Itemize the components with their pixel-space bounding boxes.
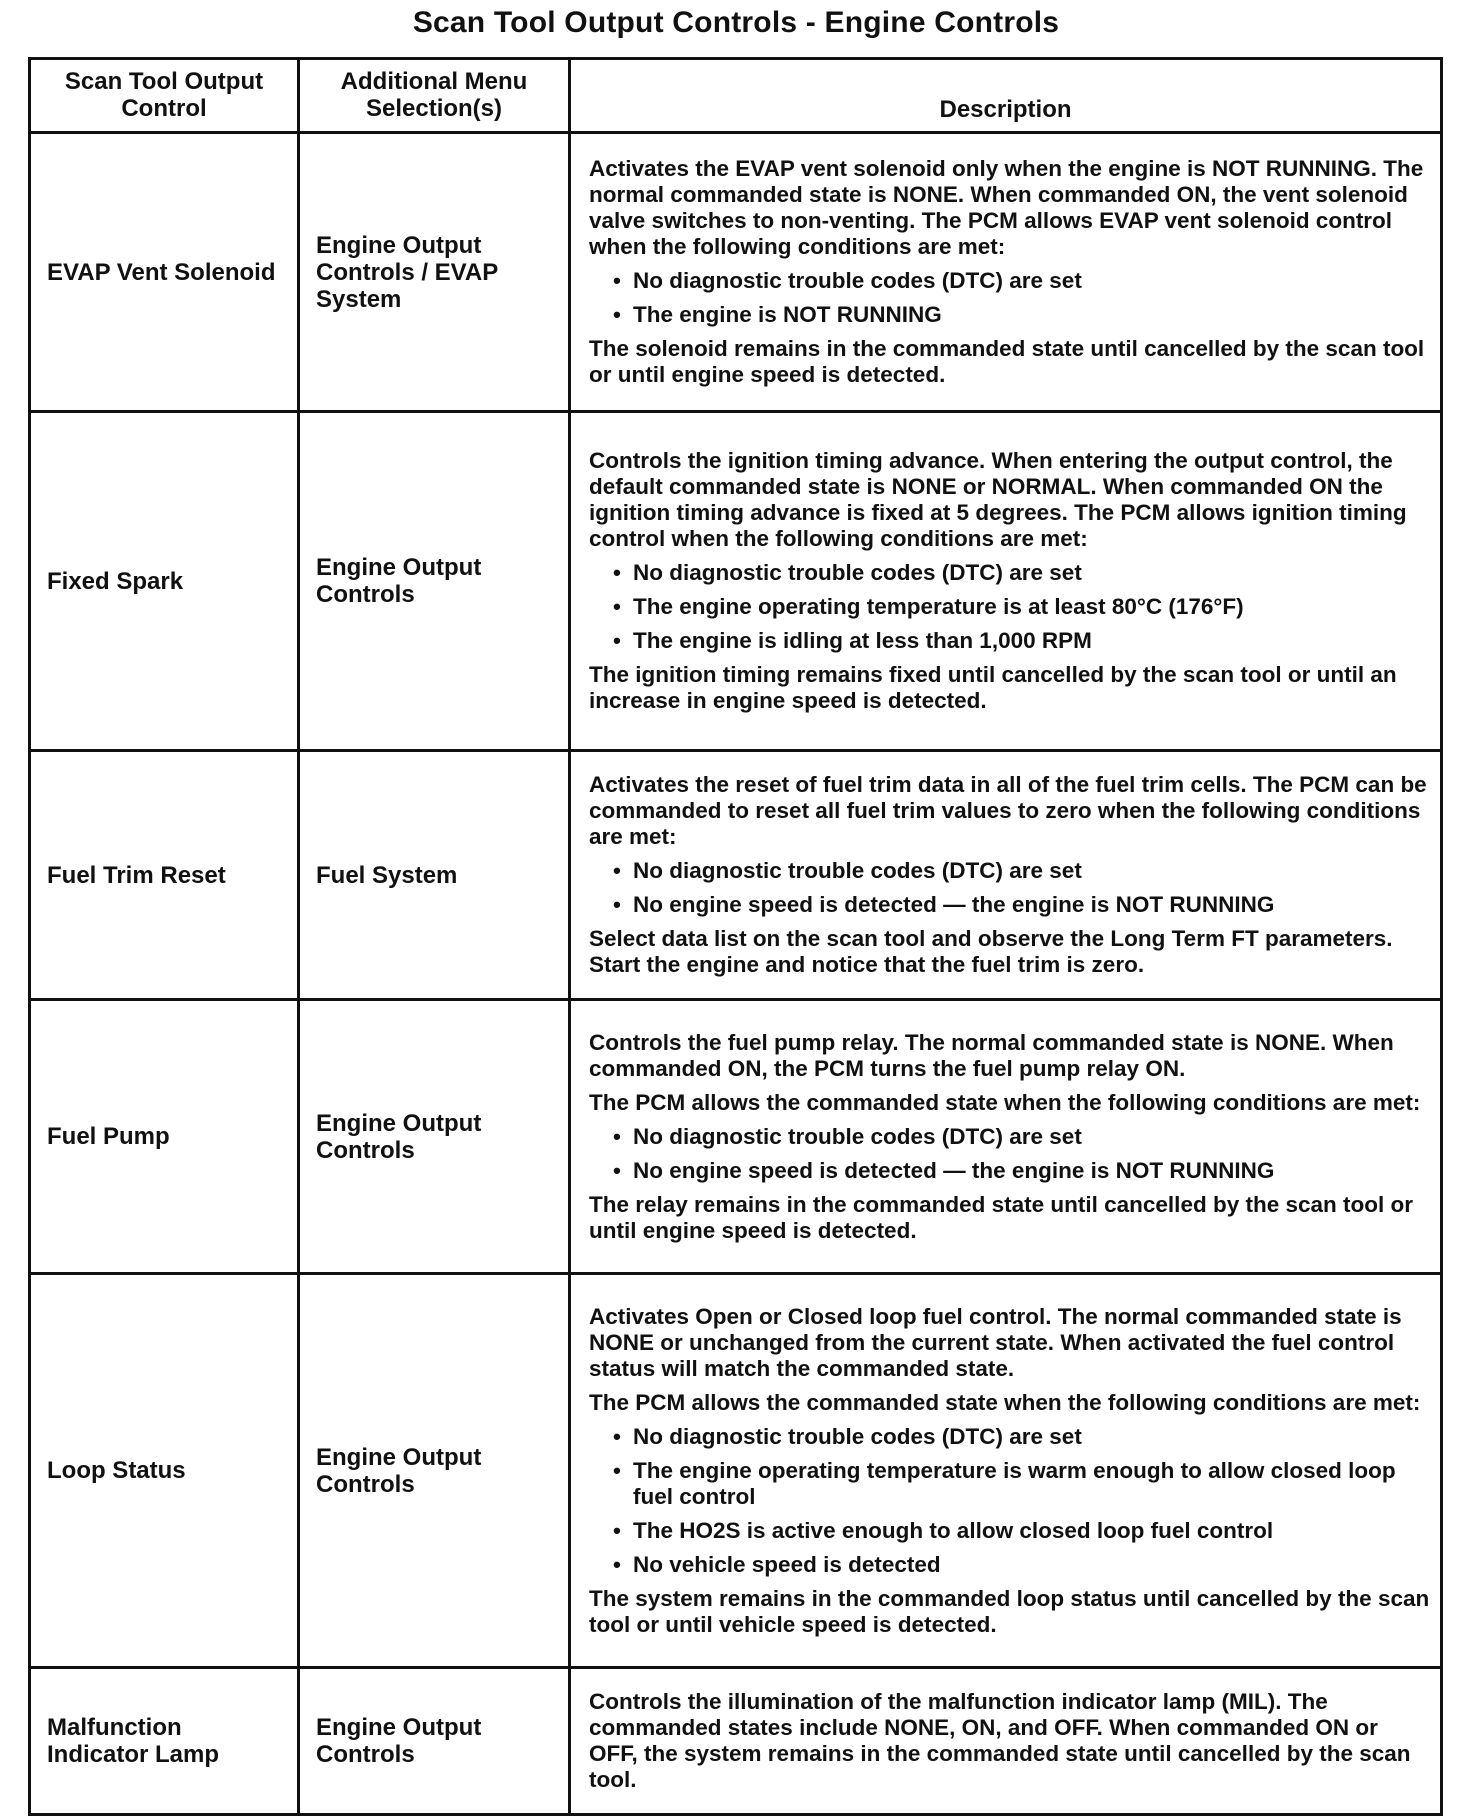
output-control-name: Fixed Spark (30, 412, 299, 751)
description-intro-2: The PCM allows the commanded state when the following conditions are met: (589, 1389, 1421, 1415)
description-outro: Select data list on the scan tool and observe the Long Term FT parameters. Start the engine and notice that the fuel trim is zero. (589, 926, 1393, 977)
condition-list (589, 268, 1430, 328)
output-control-name: Loop Status (30, 1274, 299, 1668)
condition-list (589, 1424, 1430, 1578)
condition-list (589, 1124, 1430, 1184)
condition-item: • No diagnostic trouble codes (DTC) are set (613, 560, 1430, 586)
description-cell (570, 751, 1442, 1000)
table-row (30, 412, 1442, 751)
output-controls-table (28, 57, 1443, 1816)
header-menu-selections: Additional Menu Selection(s) (299, 59, 570, 133)
table-header-row (30, 59, 1442, 133)
table-row (30, 133, 1442, 412)
menu-selection: Engine Output Controls (299, 412, 570, 751)
description-intro: Activates the EVAP vent solenoid only when the engine is NOT RUNNING. The normal commanded state is NONE. When commanded ON, the vent solenoid valve switches to non-venting. The PCM allows EVAP vent solenoid control when the following conditions are met: (589, 156, 1424, 259)
table-row (30, 1668, 1442, 1815)
menu-selection: Engine Output Controls (299, 1668, 570, 1815)
condition-list (589, 858, 1430, 918)
output-control-name: Malfunction Indicator Lamp (30, 1668, 299, 1815)
description-intro: Activates the reset of fuel trim data in all of the fuel trim cells. The PCM can be commanded to reset all fuel trim values to zero when the following conditions are met: (589, 772, 1427, 849)
condition-item: • The engine operating temperature is warm enough to allow closed loop fuel control (613, 1458, 1430, 1510)
output-control-name: Fuel Trim Reset (30, 751, 299, 1000)
menu-selection: Engine Output Controls (299, 1000, 570, 1274)
condition-item: • No engine speed is detected — the engine is NOT RUNNING (613, 892, 1430, 918)
condition-item: • No diagnostic trouble codes (DTC) are set (613, 1424, 1430, 1450)
condition-item: • The engine is idling at less than 1,000 RPM (613, 628, 1430, 654)
table-row (30, 1274, 1442, 1668)
condition-item: • The engine operating temperature is at least 80°C (176°F) (613, 594, 1430, 620)
condition-item: • No diagnostic trouble codes (DTC) are set (613, 858, 1430, 884)
description-cell (570, 133, 1442, 412)
description-intro: Controls the fuel pump relay. The normal commanded state is NONE. When commanded ON, the PCM turns the fuel pump relay ON. (589, 1029, 1394, 1081)
menu-selection: Engine Output Controls / EVAP System (299, 133, 570, 412)
table-row (30, 751, 1442, 1000)
description-intro-2: The PCM allows the commanded state when the following conditions are met: (589, 1089, 1421, 1115)
page-title: Scan Tool Output Controls - Engine Controls (412, 6, 1060, 39)
header-output-control: Scan Tool Output Control (30, 59, 299, 133)
table-row (30, 1000, 1442, 1274)
condition-list (589, 560, 1430, 654)
description-outro: The system remains in the commanded loop status until cancelled by the scan tool or until vehicle speed is detected. (589, 1585, 1430, 1637)
description-cell (570, 1000, 1442, 1274)
description-cell (570, 1668, 1442, 1815)
condition-item: • No engine speed is detected — the engine is NOT RUNNING (613, 1158, 1430, 1184)
condition-item: • No diagnostic trouble codes (DTC) are set (613, 268, 1430, 294)
description-outro: The ignition timing remains fixed until cancelled by the scan tool or until an increase in engine speed is detected. (589, 662, 1397, 713)
output-control-name: EVAP Vent Solenoid (30, 133, 299, 412)
header-description: Description (570, 59, 1442, 133)
menu-selection: Engine Output Controls (299, 1274, 570, 1668)
menu-selection: Fuel System (299, 751, 570, 1000)
description-intro: Activates Open or Closed loop fuel control. The normal commanded state is NONE or unchanged from the current state. When activated the fuel control status will match the commanded state. (589, 1303, 1402, 1381)
condition-item: • No vehicle speed is detected (613, 1552, 1430, 1578)
description-intro: Controls the ignition timing advance. When entering the output control, the default commanded state is NONE or NORMAL. When commanded ON the ignition timing advance is fixed at 5 degrees. The PCM allows ignition timing control when the following conditions are met: (589, 448, 1407, 551)
condition-item: • The HO2S is active enough to allow closed loop fuel control (613, 1518, 1430, 1544)
description-cell (570, 1274, 1442, 1668)
output-control-name: Fuel Pump (30, 1000, 299, 1274)
condition-item: • The engine is NOT RUNNING (613, 302, 1430, 328)
description-cell (570, 412, 1442, 751)
description-outro: The relay remains in the commanded state until cancelled by the scan tool or until engine speed is detected. (589, 1191, 1413, 1243)
description-outro: The solenoid remains in the commanded state until cancelled by the scan tool or until engine speed is detected. (589, 336, 1425, 387)
description-intro: Controls the illumination of the malfunction indicator lamp (MIL). The commanded states include NONE, ON, and OFF. When commanded ON or OFF, the system remains in the commanded state until cancelled by the scan tool. (589, 1689, 1411, 1792)
condition-item: • No diagnostic trouble codes (DTC) are set (613, 1124, 1430, 1150)
